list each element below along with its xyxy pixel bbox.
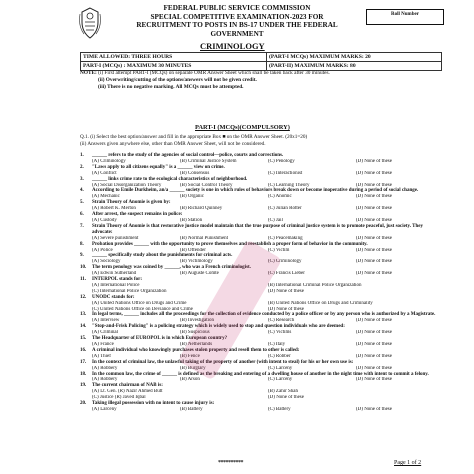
question-number: 1. — [80, 153, 84, 158]
question-item — [80, 224, 444, 242]
answer-option: (C) United Nations Office on Deviance and Crime — [92, 306, 193, 312]
note-label: NOTE: — [80, 70, 97, 76]
question-number: 9. — [80, 253, 84, 259]
answer-option: (B) Auguste Comte — [180, 271, 219, 277]
answer-option: (A) France — [92, 342, 114, 347]
answer-option: (D) None of these — [356, 217, 392, 223]
question-item — [80, 336, 444, 348]
question-item — [80, 324, 444, 336]
answer-option: (D) None of these — [356, 247, 392, 253]
question-text: Taking illegal possession with no intent to cause injury is: — [92, 401, 215, 407]
question-number: 17. — [80, 359, 87, 365]
subject-title: CRIMINOLOGY — [200, 41, 265, 51]
answer-option: (A) Robbery — [92, 377, 118, 383]
answer-option: (A) Interview — [92, 318, 120, 324]
answer-option: (C) Penology — [268, 158, 295, 164]
answer-option: (A) Custody — [92, 217, 117, 223]
question-number: 6. — [80, 212, 84, 218]
question-item — [80, 253, 444, 265]
answer-option: (B) Investigation — [180, 318, 215, 324]
answer-option: (D) None of these — [356, 182, 392, 188]
answer-option: (B) Fence — [180, 353, 200, 359]
question-item — [80, 360, 444, 372]
question-text: "Stop-and-Frisk Policing" is a policing strategy which is widely used to stop and question individuals who are deemed: — [92, 324, 345, 330]
answer-option: (C) Justice (R) Javed Iqbal — [92, 395, 146, 401]
answer-option: (A) Social Disorganization Theory — [92, 182, 162, 188]
q1-line: (ii) Answers given anywhere else, other than OMR Answer Sheet, will not be considered. — [80, 141, 266, 148]
answer-option: (D) None of these — [356, 158, 392, 164]
time-allowed: TIME ALLOWED: THREE HOURS — [81, 53, 267, 62]
answer-option: (D) None of these — [356, 330, 392, 336]
answer-option: (C) Learning Theory — [268, 182, 310, 188]
answer-option: (B) Consensus — [180, 170, 210, 176]
answer-option: (C) Battery — [268, 406, 291, 412]
question-text: "Laws apply to all citizens equally" is a ______ view on crime. — [92, 164, 225, 170]
question-text: In the context of criminal law, the unlawful taking of the property of another (with intent to steal) for his or her own use is: — [92, 359, 354, 365]
answer-option: (D) None of these — [356, 377, 392, 383]
question-number: 13. — [80, 312, 87, 318]
question-item — [80, 177, 444, 189]
question-item — [80, 348, 444, 360]
instructions-note — [80, 70, 442, 92]
question-text: The Headquarter of EUROPOL is in which European country? — [92, 336, 228, 342]
answer-option: (D) None of these — [356, 259, 392, 265]
roll-number-box[interactable]: Roll Number — [366, 9, 444, 25]
answer-option: (B) Criminal Justice System — [180, 158, 237, 164]
q1-line: Q.1. (i) Select the best option/answer and fill in the appropriate Box ■ on the OMR Answer Sheet. (20x1=20) — [80, 134, 308, 140]
question-text: According to Emile Durkheim, an/a ______ society is one in which rules of behaviors break down or become inoperative during a period of social change. — [92, 188, 419, 194]
answer-option: (A) Lt. Gen. (R) Nazir Ahmed Butt — [92, 389, 163, 395]
question-item — [80, 188, 444, 200]
question-item — [80, 265, 444, 277]
question-number: 2. — [80, 164, 84, 170]
question-item — [80, 372, 444, 384]
exam-header — [112, 4, 362, 38]
part-title: PART-I (MCQs)(COMPULSORY) — [195, 124, 290, 131]
answer-option: (C) International Police Organization — [92, 288, 167, 294]
question-item — [80, 383, 444, 401]
part1-time: PART-I (MCQs) : MAXIMUM 30 MINUTES — [81, 62, 267, 71]
question-text: In the common law, the crime of ______ is defined as the breaking and entering of a dwelling house of another in the night time with intent to commit a felony. — [92, 371, 429, 377]
option-group — [80, 407, 444, 413]
answer-option: (B) Organic — [180, 194, 204, 200]
answer-option: (A) Severe punishment — [92, 235, 139, 241]
q1-instructions — [80, 134, 444, 148]
question-text: Probation provides ______ with the opportunity to prove themselves and reestablish a proper form of behavior in the community. — [92, 241, 368, 247]
question-number: 8. — [80, 241, 84, 247]
max-marks-part2: (PART-II) MAXIMUM MARKS: 80 — [266, 62, 441, 71]
question-item — [80, 200, 444, 212]
header-line: RECRUITMENT TO POSTS IN BS-17 UNDER THE FEDERAL — [136, 21, 338, 30]
answer-option: (A) Criminal — [92, 330, 118, 336]
question-number: 7. — [80, 223, 84, 229]
answer-option: (B) Richard Quinney — [180, 206, 223, 212]
answer-option: (B) Offender — [180, 247, 206, 253]
question-number: 18. — [80, 371, 87, 377]
question-text: UNODC stands for: — [92, 294, 135, 300]
answer-option: (D) None of these — [268, 306, 304, 312]
answer-option: (A) Sociology — [92, 259, 121, 265]
answer-option: (B) International Criminal Police Organization — [268, 282, 362, 288]
question-text: In legal terms, ______ includes all the proceedings for the collection of evidence conducted by a police officer or by any person who is authorized by a Magistrate. — [92, 312, 436, 318]
answer-option: (A) Conflict — [92, 170, 117, 176]
header-line: FEDERAL PUBLIC SERVICE COMMISSION — [163, 4, 311, 12]
question-number: 10. — [80, 265, 87, 271]
answer-option: (A) United Nations Office on Drugs and Crime — [92, 300, 187, 306]
question-item — [80, 212, 444, 224]
question-text: Strain Theory of Anomie is that restorative justice model maintain that the true purpose of criminal justice system is to promote peaceful, just society. They advocate: — [92, 223, 423, 235]
question-number: 15. — [80, 336, 87, 342]
question-number: 4. — [80, 188, 84, 194]
question-text: ______ refers to the study of the agencies of social control—police, courts and corrections. — [92, 153, 284, 158]
question-item — [80, 165, 444, 177]
answer-option: (B) United Nations Office on Drugs and Criminality — [268, 300, 373, 306]
answer-option: (D) None of these — [268, 288, 304, 294]
question-text: ______ specifically study about the punishments for criminal acts. — [92, 253, 233, 259]
answer-option: (A) Robbery — [92, 365, 118, 371]
answer-option: (C) Julian Rotter — [268, 206, 302, 212]
question-text: A criminal individual who knowingly purchases stolen property and resell them to other is called: — [92, 347, 300, 353]
question-number: 3. — [80, 176, 84, 182]
answer-option: (C) Larceny — [268, 365, 293, 371]
question-list — [80, 153, 444, 413]
government-emblem-icon — [78, 6, 102, 40]
answer-option: (B) Netherlands — [180, 342, 213, 347]
question-item — [80, 312, 444, 324]
answer-option: (B) Zahir Shah — [268, 389, 298, 395]
question-number: 16. — [80, 347, 87, 353]
answer-option: (C) Victims — [268, 330, 292, 336]
answer-option: (B) Suspicious — [180, 330, 210, 336]
answer-option: (B) Station — [180, 217, 203, 223]
note-item: (i) First attempt PART-I (MCQs) on separate OMR Answer Sheet which shall be taken back after 30 minutes. — [98, 70, 330, 76]
answer-option: (D) None of these — [356, 271, 392, 277]
page-number: Page 1 of 2 — [394, 460, 422, 466]
answer-option: (C) Peacemaking — [268, 235, 303, 241]
max-marks-part1: (PART-I MCQs) MAXIMUM MARKS: 20 — [266, 53, 441, 62]
answer-option: (C) Interactionist — [268, 170, 303, 176]
exam-info-table — [80, 52, 442, 71]
answer-option: (C) Jail — [268, 217, 283, 223]
question-number: 20. — [80, 401, 87, 407]
answer-option: (D) None of these — [356, 206, 392, 212]
answer-option: (C) Francis Lieber — [268, 271, 305, 277]
answer-option: (A) Criminology — [92, 158, 126, 164]
answer-option: (B) Battery — [180, 406, 203, 412]
note-item: (ii) Overwriting/cutting of the options/answers will not be given credit. — [98, 77, 257, 84]
question-item — [80, 242, 444, 254]
answer-option: (B) Burglary — [180, 365, 206, 371]
question-item — [80, 153, 444, 165]
question-text: The current chairman of NAB is: — [92, 383, 163, 389]
answer-option: (D) None of these — [356, 194, 392, 200]
question-item — [80, 295, 444, 313]
answer-option: (D) None of these — [356, 318, 392, 324]
answer-option: (A) Police — [92, 247, 113, 253]
answer-option: (D) None of these — [356, 406, 392, 412]
answer-option: (D) None of these — [356, 365, 392, 371]
answer-option: (D) None of these — [356, 353, 392, 359]
question-number: 11. — [80, 277, 86, 283]
answer-option: (D) None of these — [356, 342, 392, 347]
answer-option: (B) Social Control Theory — [180, 182, 233, 188]
question-text: Strain Theory of Anomie is given by: — [92, 200, 171, 206]
answer-option: (C) Robber — [268, 353, 291, 359]
answer-option: (D) None of these — [268, 395, 304, 401]
question-text: After arrest, the suspect remains in police: — [92, 212, 183, 218]
question-number: 14. — [80, 324, 87, 330]
answer-option: (A) Mechanic — [92, 194, 120, 200]
answer-option: (B) Normal Punishment — [180, 235, 229, 241]
answer-option: (C) Larceny — [268, 377, 293, 383]
answer-option: (C) Criminology — [268, 259, 302, 265]
answer-option: (B) Arson — [180, 377, 200, 383]
question-text: The term penology was coined by ______, who was a French criminologist. — [92, 265, 251, 271]
question-text: INTERPOL stands for: — [92, 277, 143, 283]
answer-option: (A) Thief — [92, 353, 111, 359]
answer-option: (A) Larceny — [92, 406, 117, 412]
header-line: SPECIAL COMPETITIVE EXAMINATION-2023 FOR — [150, 12, 324, 21]
answer-option: (C) Anomic — [268, 194, 292, 200]
answer-option: (B) Victimology — [180, 259, 213, 265]
note-item: (iii) There is no negative marking. All MCQs must be attempted. — [98, 84, 244, 91]
question-number: 5. — [80, 200, 84, 206]
answer-option: (C) Research — [268, 318, 295, 324]
header-line: GOVERNMENT — [210, 29, 264, 38]
answer-option: (A) Edwin Sutherland — [92, 271, 137, 277]
answer-option: (A) Robert K. Merton — [92, 206, 136, 212]
answer-option: (D) None of these — [356, 170, 392, 176]
answer-option: (C) Victim — [268, 247, 290, 253]
question-item — [80, 277, 444, 295]
answer-option: (A) International Police — [92, 282, 140, 288]
answer-option: (C) Italy — [268, 342, 286, 347]
question-item — [80, 401, 444, 413]
answer-option: (D) None of these — [356, 235, 392, 241]
footer-separator: ********** — [218, 460, 243, 466]
question-text: ______ links crime rate to the ecological characteristics of neighborhood. — [92, 176, 248, 182]
question-number: 19. — [80, 383, 87, 389]
question-number: 12. — [80, 294, 87, 300]
